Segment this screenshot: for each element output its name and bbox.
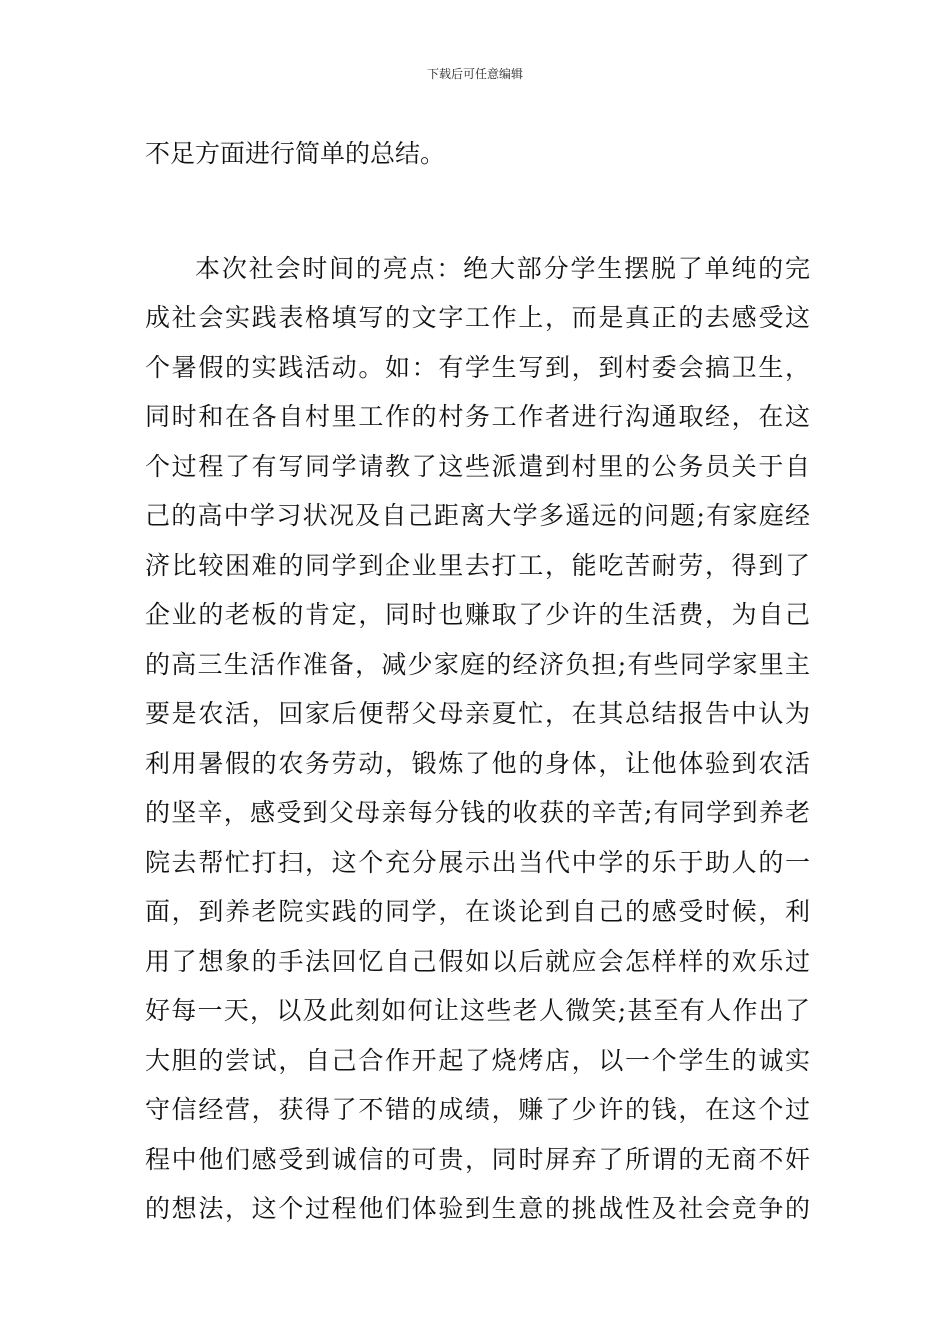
text-line: 好每一天，以及此刻如何让这些老人微笑;甚至有人作出了: [145, 996, 810, 1025]
text-line: 本次社会时间的亮点：绝大部分学生摆脱了单纯的完: [195, 253, 810, 283]
text-line: 同时和在各自村里工作的村务工作者进行沟通取经，在这: [145, 402, 810, 431]
text-line: 要是农活，回家后便帮父母亲夏忙，在其总结报告中认为: [145, 699, 810, 728]
text-line: 济比较困难的同学到企业里去打工，能吃苦耐劳，得到了: [145, 550, 810, 580]
paragraph-2: [145, 244, 810, 1234]
text-line: 守信经营，获得了不错的成绩，赚了少许的钱，在这个过: [145, 1095, 810, 1124]
text-line: 的想法，这个过程他们体验到生意的挑战性及社会竞争的: [145, 1194, 810, 1223]
text-line: 个暑假的实践活动。如：有学生写到，到村委会搞卫生，: [145, 352, 810, 382]
text-line: 用了想象的手法回忆自己假如以后就应会怎样样的欢乐过: [145, 946, 810, 976]
document-body: [145, 129, 810, 1234]
text-line: 企业的老板的肯定，同时也赚取了少许的生活费，为自己: [145, 600, 810, 629]
text-line: 己的高中学习状况及自己距离大学多遥远的问题;有家庭经: [145, 501, 810, 530]
text-line: 大胆的尝试，自己合作开起了烧烤店，以一个学生的诚实: [145, 1045, 810, 1075]
text-line: 利用暑假的农务劳动，锻炼了他的身体，让他体验到农活: [145, 748, 810, 778]
paragraph-gap: [145, 179, 810, 244]
text-line: 面，到养老院实践的同学，在谈论到自己的感受时候，利: [145, 897, 810, 926]
page-header: 下载后可任意编辑: [426, 67, 523, 81]
text-line: 程中他们感受到诚信的可贵，同时屏弃了所谓的无商不奸: [145, 1144, 810, 1174]
text-line: 成社会实践表格填写的文字工作上，而是真正的去感受这: [145, 303, 810, 332]
text-line: 个过程了有写同学请教了这些派遣到村里的公务员关于自: [145, 451, 810, 481]
text-line: 的高三生活作准备，减少家庭的经济负担;有些同学家里主: [145, 649, 810, 679]
text-line: 的坚辛，感受到父母亲每分钱的收获的辛苦;有同学到养老: [145, 798, 810, 827]
text-line: 院去帮忙打扫，这个充分展示出当代中学的乐于助人的一: [145, 847, 810, 877]
text-line: 不足方面进行简单的总结。: [145, 139, 446, 168]
paragraph-1: [145, 129, 810, 179]
